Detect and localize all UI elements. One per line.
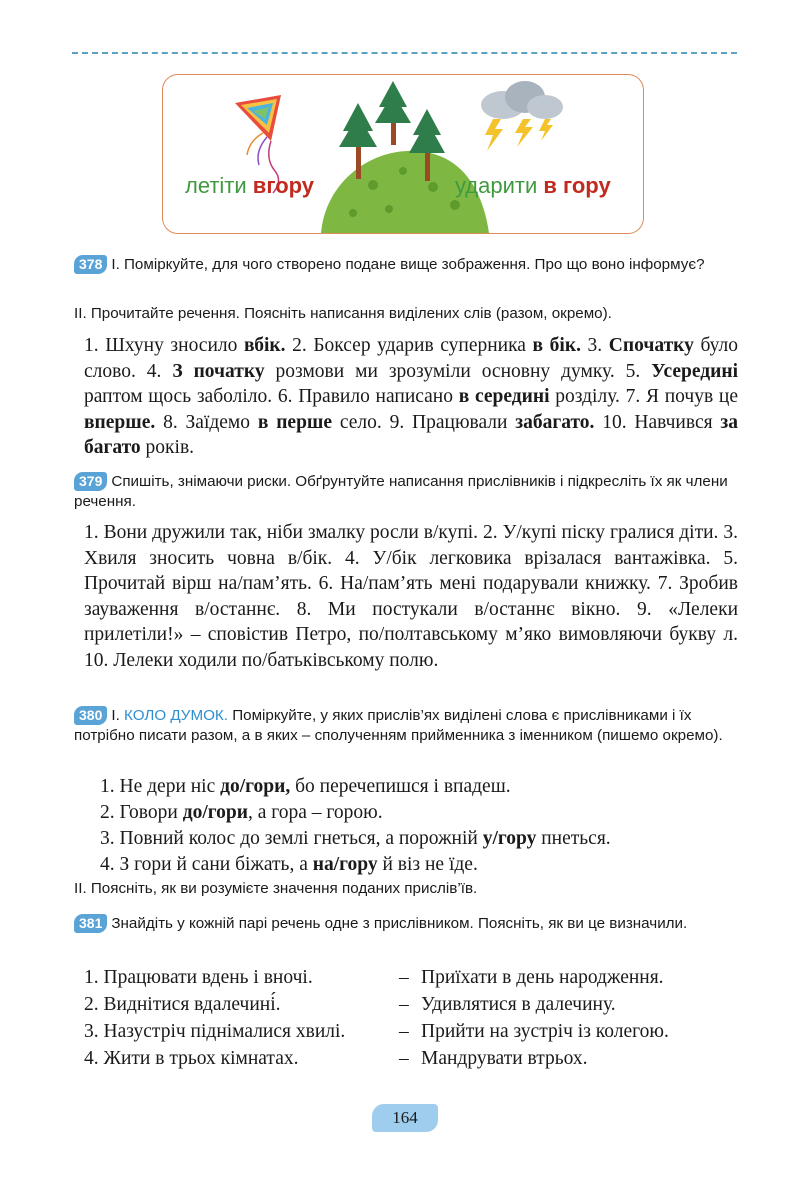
sentence-a: 1. Працювати вдень і вночі. — [84, 967, 313, 988]
sentence-a: 4. Жити в трьох кімнатах. — [84, 1048, 299, 1069]
banner-caption-right: ударити в гору — [455, 173, 611, 198]
highlighted-word: вбік. — [243, 335, 286, 356]
exercise-number-badge: 378 — [74, 255, 107, 274]
exercise-number-badge: 381 — [74, 914, 107, 933]
sentence-a: 3. Назустріч піднімалися хвилі. — [84, 1021, 346, 1042]
text-run: 8. Заїдемо — [155, 411, 258, 433]
highlighted-word: Усередині — [651, 360, 738, 382]
text-run: 1. Не дери ніс — [100, 776, 221, 797]
text-run: пнеться. — [536, 828, 611, 849]
highlighted-word: в бік. — [532, 335, 581, 356]
highlighted-word: у/гору — [482, 828, 537, 849]
proverb-line — [100, 826, 750, 852]
text-run: 3. — [580, 335, 609, 356]
exercise-381-pairs — [84, 964, 669, 1072]
sentence-b: Приїхати в день народження. — [421, 967, 664, 988]
text-run: 1. Шхуну зносило — [84, 335, 244, 356]
proverb-line — [100, 774, 750, 800]
text-run: 10. Навчився — [594, 411, 721, 433]
sentence-b: Прийти на зустріч із колегою. — [421, 1021, 669, 1042]
highlighted-word: на/гору — [312, 854, 378, 875]
highlighted-word: вперше. — [84, 411, 156, 433]
exercise-number-badge: 379 — [74, 472, 107, 491]
sentence-a: 2. Виднітися вдалечині́. — [84, 994, 281, 1015]
exercise-378-text — [84, 333, 738, 461]
sentence-b: Удивлятися в далечину. — [421, 994, 616, 1015]
sentence-pair — [84, 1045, 669, 1072]
exercise-380-proverbs — [100, 774, 750, 878]
text-run: , а гора – горою. — [247, 802, 383, 823]
kolo-dumok-label: КОЛО ДУМОК. — [124, 707, 228, 724]
text-run: 3. Повний колос до землі гнеться, а порожній — [100, 828, 483, 849]
sentence-b: Мандрувати втрьох. — [421, 1048, 588, 1069]
proverb-line — [100, 852, 750, 878]
highlighted-word: З початку — [172, 360, 265, 382]
sentence-pair — [84, 1018, 669, 1045]
highlighted-word: до/гори — [182, 802, 248, 823]
text-run: розмови ми зрозуміли основну думку. 5. — [264, 360, 652, 382]
highlighted-word: в перше — [257, 411, 333, 433]
pair-dash: – — [399, 1021, 409, 1042]
proverb-line — [100, 800, 750, 826]
exercise-378-task: 378 І. Поміркуйте, для чого створено подане вище зображення. Про що воно інформує? — [74, 255, 738, 275]
text-run: 2. Боксер ударив суперника — [285, 335, 533, 356]
text-run: 2. Говори — [100, 802, 183, 823]
text-run: років. — [140, 437, 195, 459]
highlighted-word: до/гори, — [220, 776, 291, 797]
exercise-380-task2: ІІ. Поясніть, як ви розумієте значення поданих прислів’їв. — [74, 880, 478, 897]
exercise-380-task: 380 І. КОЛО ДУМОК. Поміркуйте, у яких прислів’ях виділені слова є прислівниками і їх потрібно писати разом, а в яких – сполученням прийменника з іменником (пишемо окремо). — [74, 707, 723, 744]
text-run: бо перечепишся і впадеш. — [290, 776, 511, 797]
exercise-378-task2: ІІ. Прочитайте речення. Поясніть написання виділених слів (разом, окремо). — [74, 305, 612, 322]
highlighted-word: в середині — [458, 386, 550, 408]
page-number: 164 — [372, 1104, 438, 1132]
text-run: розділу. 7. Я почув це — [549, 386, 738, 408]
sentence-pair — [84, 964, 669, 991]
header-dashed-line — [72, 52, 737, 54]
storm-cloud-icon — [481, 81, 563, 151]
pair-dash: – — [399, 967, 409, 988]
text-run: село. 9. Працювали — [332, 411, 516, 433]
highlighted-word: забагато. — [515, 411, 595, 433]
banner-caption-left: летіти вгору — [185, 173, 315, 198]
pair-dash: – — [399, 1048, 409, 1069]
highlighted-word: за багато — [84, 411, 738, 459]
text-run: 4. З гори й сани біжать, а — [100, 854, 313, 875]
exercise-379-text: 1. Вони дружили так, ніби змалку росли в/купі. 2. У/купі піску гралися діти. 3. Хвиля зносить човна в/бік. 4. У/бік легковика врізалася вантажівка. 5. Прочитай вірш на/пам’ять. 6. На/пам’ять мені подарували книжку. 7. Зробив зауваження в/останнє. 8. Ми постукали в/останнє вікно. 9. «Лелеки прилетіли!» – сповістив Петро, по/полтавському м’яко вимовляючи букву л. 10. Лелеки ходили по/батьківському полю. — [84, 522, 738, 671]
highlighted-word: Спочатку — [608, 335, 694, 356]
hill-trees-illustration — [163, 75, 643, 233]
text-run: й віз не їде. — [377, 854, 478, 875]
text-run: було слово. 4. — [84, 335, 739, 382]
exercise-381-task: 381 Знайдіть у кожній парі речень одне з прислівником. Поясніть, як ви це визначили. — [74, 914, 738, 934]
text-run: раптом щось заболіло. 6. Правило написано — [84, 386, 459, 408]
exercise-number-badge: 380 — [74, 706, 107, 725]
sentence-pair — [84, 991, 669, 1018]
exercise-379-task: 379 Спишіть, знімаючи риски. Обґрунтуйте написання прислівників і підкресліть їх як члени речення. — [74, 473, 728, 510]
tree-icon — [375, 81, 411, 145]
pair-dash: – — [399, 994, 409, 1015]
illustration-banner — [162, 74, 644, 234]
